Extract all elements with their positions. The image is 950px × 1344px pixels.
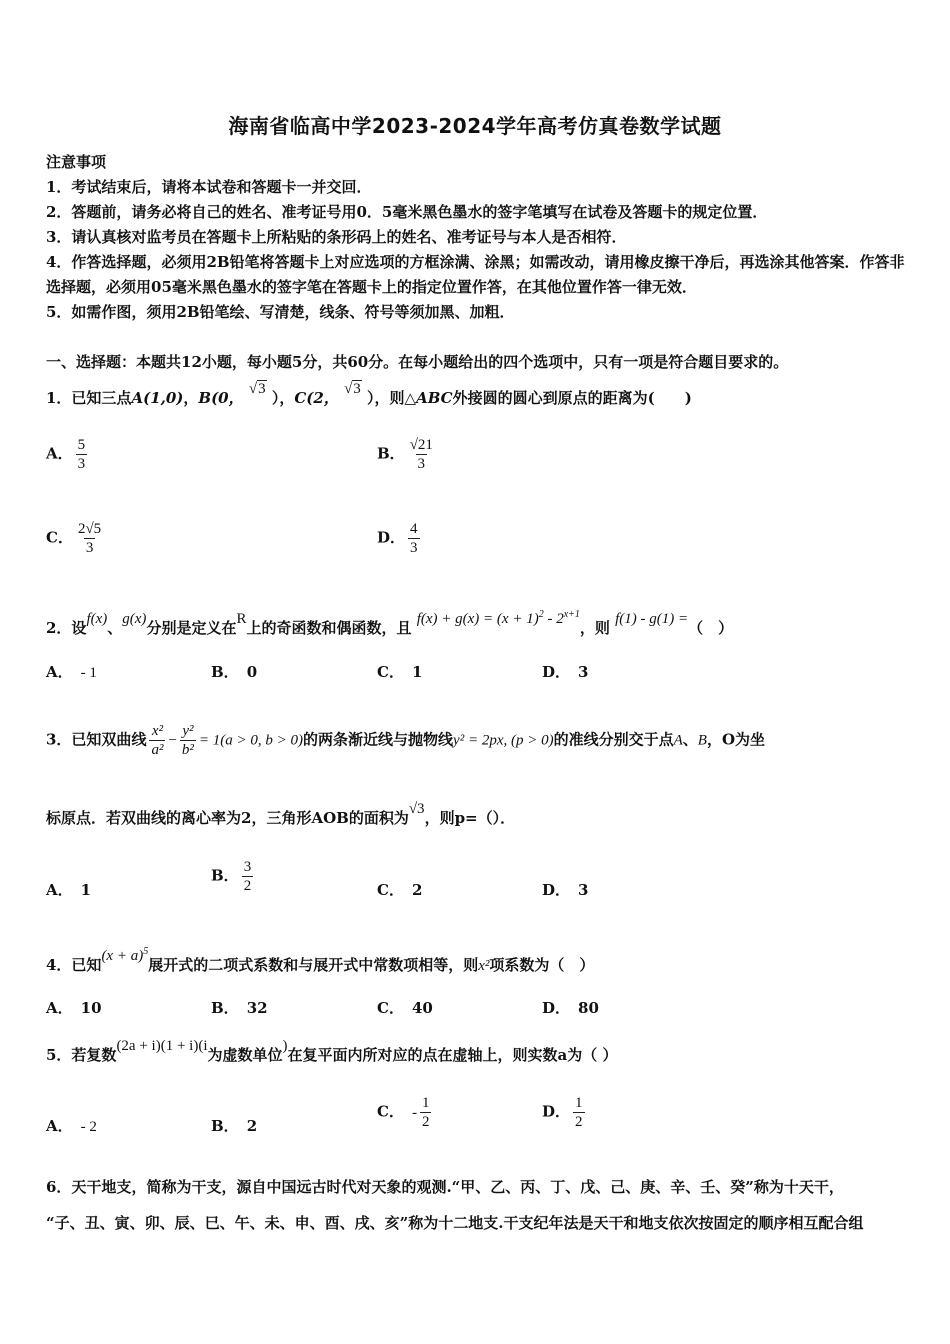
note-item-4: 4．作答选择题，必须用2B铅笔将答题卡上对应选项的方框涂满、涂黑；如需改动，请用橡皮擦干净后，再选涂其他答案．作答非选择题，必须用05毫米黑色墨水的签字笔在答题卡上的指定位置作答，在其他位置作答一律无效． xyxy=(46,253,905,296)
q1-point-a: A(1,0) xyxy=(131,389,184,407)
q2-option-d[interactable]: D． 3 xyxy=(542,663,589,681)
q1-option-d[interactable]: D． $\frac{4}{3}$ xyxy=(377,521,418,556)
q3-frac-y: $\frac{\text{y²}}{\text{b²}}$ xyxy=(181,723,194,758)
q4-option-d[interactable]: D． 80 xyxy=(542,999,599,1017)
q2-option-b[interactable]: B． 0 xyxy=(211,663,258,681)
notes-heading: 注意事项 xyxy=(46,153,107,171)
q2-option-a[interactable]: A． - 1 xyxy=(46,663,97,681)
q1-point-c-open: C(2， xyxy=(294,389,339,407)
q5-option-a[interactable]: A． - 2 xyxy=(46,1117,97,1135)
q1-option-b[interactable]: B． $\frac{√21}{3}$ xyxy=(377,437,433,472)
q3-frac-x: $\frac{\text{x²}}{\text{a²}}$ xyxy=(151,723,164,758)
q4-option-c[interactable]: C． 40 xyxy=(377,999,433,1017)
q1-option-c[interactable]: C． $\frac{2√5}{3}$ xyxy=(46,521,102,556)
q1-point-b-close: ）， xyxy=(271,389,295,407)
question-1: 1．已知三点A(1,0)，B(0， √3 ），C(2， √3 ），则△ABC外接圆的圆心到原点的距离为( ) xyxy=(46,381,692,407)
q2-option-c[interactable]: C． 1 xyxy=(377,663,423,681)
q1-prefix: 1．已知三点 xyxy=(46,389,132,407)
q4-term: x² xyxy=(478,958,490,974)
question-2: 2．设f(x)、g(x)分别是定义在R上的奇函数和偶函数，且 $f(x) + g(x) = (x + 1)^2 - 2^{x+1}$，则 f(1) - g(1) =（ ） xyxy=(46,609,734,637)
q5-complex: (2a + i)(1 + i)(i xyxy=(116,1038,208,1054)
q3-option-d[interactable]: D． 3 xyxy=(542,881,589,899)
q5-option-d[interactable]: D． $\frac{1}{2}$ xyxy=(542,1095,583,1130)
note-item-1: 1．考试结束后，请将本试卷和答题卡一并交回． xyxy=(46,178,372,196)
question-4: 4．已知$(x + a)^5$展开式的二项式系数和与展开式中常数项相等，则x²项系数为（ ） xyxy=(46,946,595,974)
q1-triangle: ABC xyxy=(416,389,453,407)
question-6-line-1: 6．天干地支，简称为干支，源自中国远古时代对天象的观测.“甲、乙、丙、丁、戊、己、庚、辛、壬、癸”称为十天干， xyxy=(46,1178,844,1196)
q4-option-a[interactable]: A． 10 xyxy=(46,999,102,1017)
q1-tail: 外接圆的圆心到原点的距离为( ) xyxy=(452,389,692,407)
q1-sqrt-1: √3 xyxy=(248,381,266,397)
q3-condition: = 1(a > 0, b > 0) xyxy=(198,732,304,749)
q2-equation: $f(x) + g(x) = (x + 1)^2 - 2^{x+1}$ xyxy=(416,609,580,627)
q3-parabola: y² = 2px, (p > 0) xyxy=(453,732,554,749)
note-item-2: 2．答题前，请务必将自己的姓名、准考证号用0．5毫米黑色墨水的签字笔填写在试卷及答题卡的规定位置． xyxy=(46,203,768,221)
q5-option-c[interactable]: C． - $\frac{1}{2}$ xyxy=(377,1095,430,1130)
page-title: 海南省临高中学2023-2024学年高考仿真卷数学试题 xyxy=(228,114,722,138)
q3-option-c[interactable]: C． 2 xyxy=(377,881,423,899)
q5-option-b[interactable]: B． 2 xyxy=(211,1117,258,1135)
question-5: 5．若复数(2a + i)(1 + i)(i为虚数单位)在复平面内所对应的点在虚轴上，则实数a为（ ） xyxy=(46,1038,618,1064)
q1-option-a[interactable]: A． $\frac{5}{3}$ xyxy=(46,437,86,472)
q1-sqrt-2: √3 xyxy=(344,381,361,397)
q4-binomial: $(x + a)^5$ xyxy=(101,946,149,964)
question-6-line-2: “子、丑、寅、卯、辰、巳、午、未、申、酉、戌、亥”称为十二地支.干支纪年法是天干和地支依次按固定的顺序相互配合组 xyxy=(46,1214,864,1232)
note-item-5: 5．如需作图，须用2B铅笔绘、写清楚，线条、符号等须加黑、加粗． xyxy=(46,303,515,321)
q2-ask: f(1) - g(1) = xyxy=(615,611,689,627)
q2-f: f(x) xyxy=(86,611,108,627)
q1-then: ），则△ xyxy=(367,389,417,407)
q1-point-b-open: B(0， xyxy=(198,389,244,407)
q3-option-a[interactable]: A． 1 xyxy=(46,881,92,899)
question-3: 3．已知双曲线 $\frac{\text{x²}}{\text{a²}}$ − $\frac{\text{y²}}{\text{b²}}$ = 1(a > 0, b > 0)的两条渐近线与抛物线y² = 2px, (p > 0)的准线分别交于点A、B，O为坐 xyxy=(46,723,766,758)
q3-option-b[interactable]: B． $\frac{3}{2}$ xyxy=(211,859,252,894)
q4-option-b[interactable]: B． 32 xyxy=(211,999,268,1017)
section-heading: 一、选择题：本题共12小题，每小题5分，共60分。在每小题给出的四个选项中，只有一项是符合题目要求的。 xyxy=(46,353,789,371)
question-3-line-2: 标原点．若双曲线的离心率为2，三角形AOB的面积为√3，则p=（）． xyxy=(46,801,516,827)
q3-sqrt: √3 xyxy=(408,801,425,817)
q2-g: g(x) xyxy=(122,611,147,627)
note-item-3: 3．请认真核对监考员在答题卡上所粘贴的条形码上的姓名、准考证号与本人是否相符． xyxy=(46,228,627,246)
